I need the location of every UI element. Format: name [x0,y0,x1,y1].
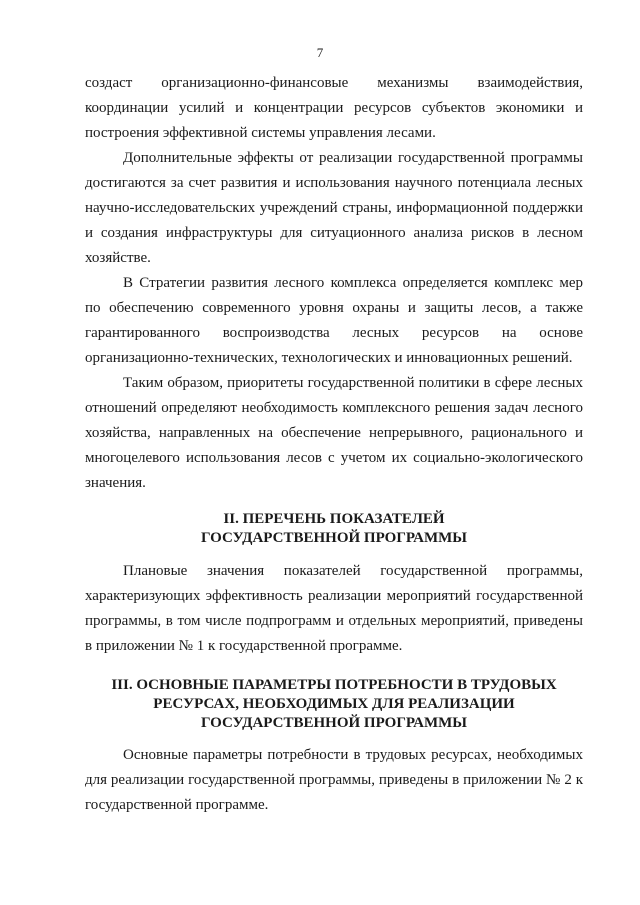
paragraph-continuation: создаст организационно-финансовые механизмы взаимодействия, координации усилий и концентрации ресурсов субъектов экономики и построения эффективной системы управления лесами. [85,75,583,141]
paragraph-priorities: Таким образом, приоритеты государственной политики в сфере лесных отношений определяют необходимость комплексного решения задач лесного хозяйства, направленных на обеспечение непрерывного, рационального и многоцелевого использования лесов с учетом их социально-экологического значения. [85,375,583,491]
section-2-heading [85,510,583,548]
section-2-heading-line-2: ГОСУДАРСТВЕННОЙ ПРОГРАММЫ [201,530,467,546]
section-3-heading-line-2: РЕСУРСАХ, НЕОБХОДИМЫХ ДЛЯ РЕАЛИЗАЦИИ [153,696,515,712]
paragraph-additional-effects: Дополнительные эффекты от реализации государственной программы достигаются за счет развития и использования научного потенциала лесных научно-исследовательских учреждений страны, информационной поддержки и создания инфраструктуры для ситуационного анализа рисков в лесном хозяйстве. [85,150,583,266]
section-2-text: Плановые значения показателей государственной программы, характеризующих эффективность реализации мероприятий государственной программы, в том числе подпрограмм и отдельных мероприятий, приведены в приложении № 1 к государственной программе. [85,563,583,654]
document-body [85,71,583,818]
section-2-heading-line-1: II. ПЕРЕЧЕНЬ ПОКАЗАТЕЛЕЙ [223,511,445,527]
section-3-text: Основные параметры потребности в трудовых ресурсах, необходимых для реализации государственной программы, приведены в приложении № 2 к государственной программе. [85,747,583,813]
page-number: 7 [316,45,324,60]
section-3-heading-line-3: ГОСУДАРСТВЕННОЙ ПРОГРАММЫ [201,715,467,731]
section-3-heading [85,676,583,733]
section-3-heading-line-1: III. ОСНОВНЫЕ ПАРАМЕТРЫ ПОТРЕБНОСТИ В ТРУДОВЫХ [111,677,557,693]
paragraph-strategy: В Стратегии развития лесного комплекса определяется комплекс мер по обеспечению современного уровня охраны и защиты лесов, а также гарантированного воспроизводства лесных ресурсов на основе организационно-технических, технологических и инновационных решений. [85,275,583,366]
